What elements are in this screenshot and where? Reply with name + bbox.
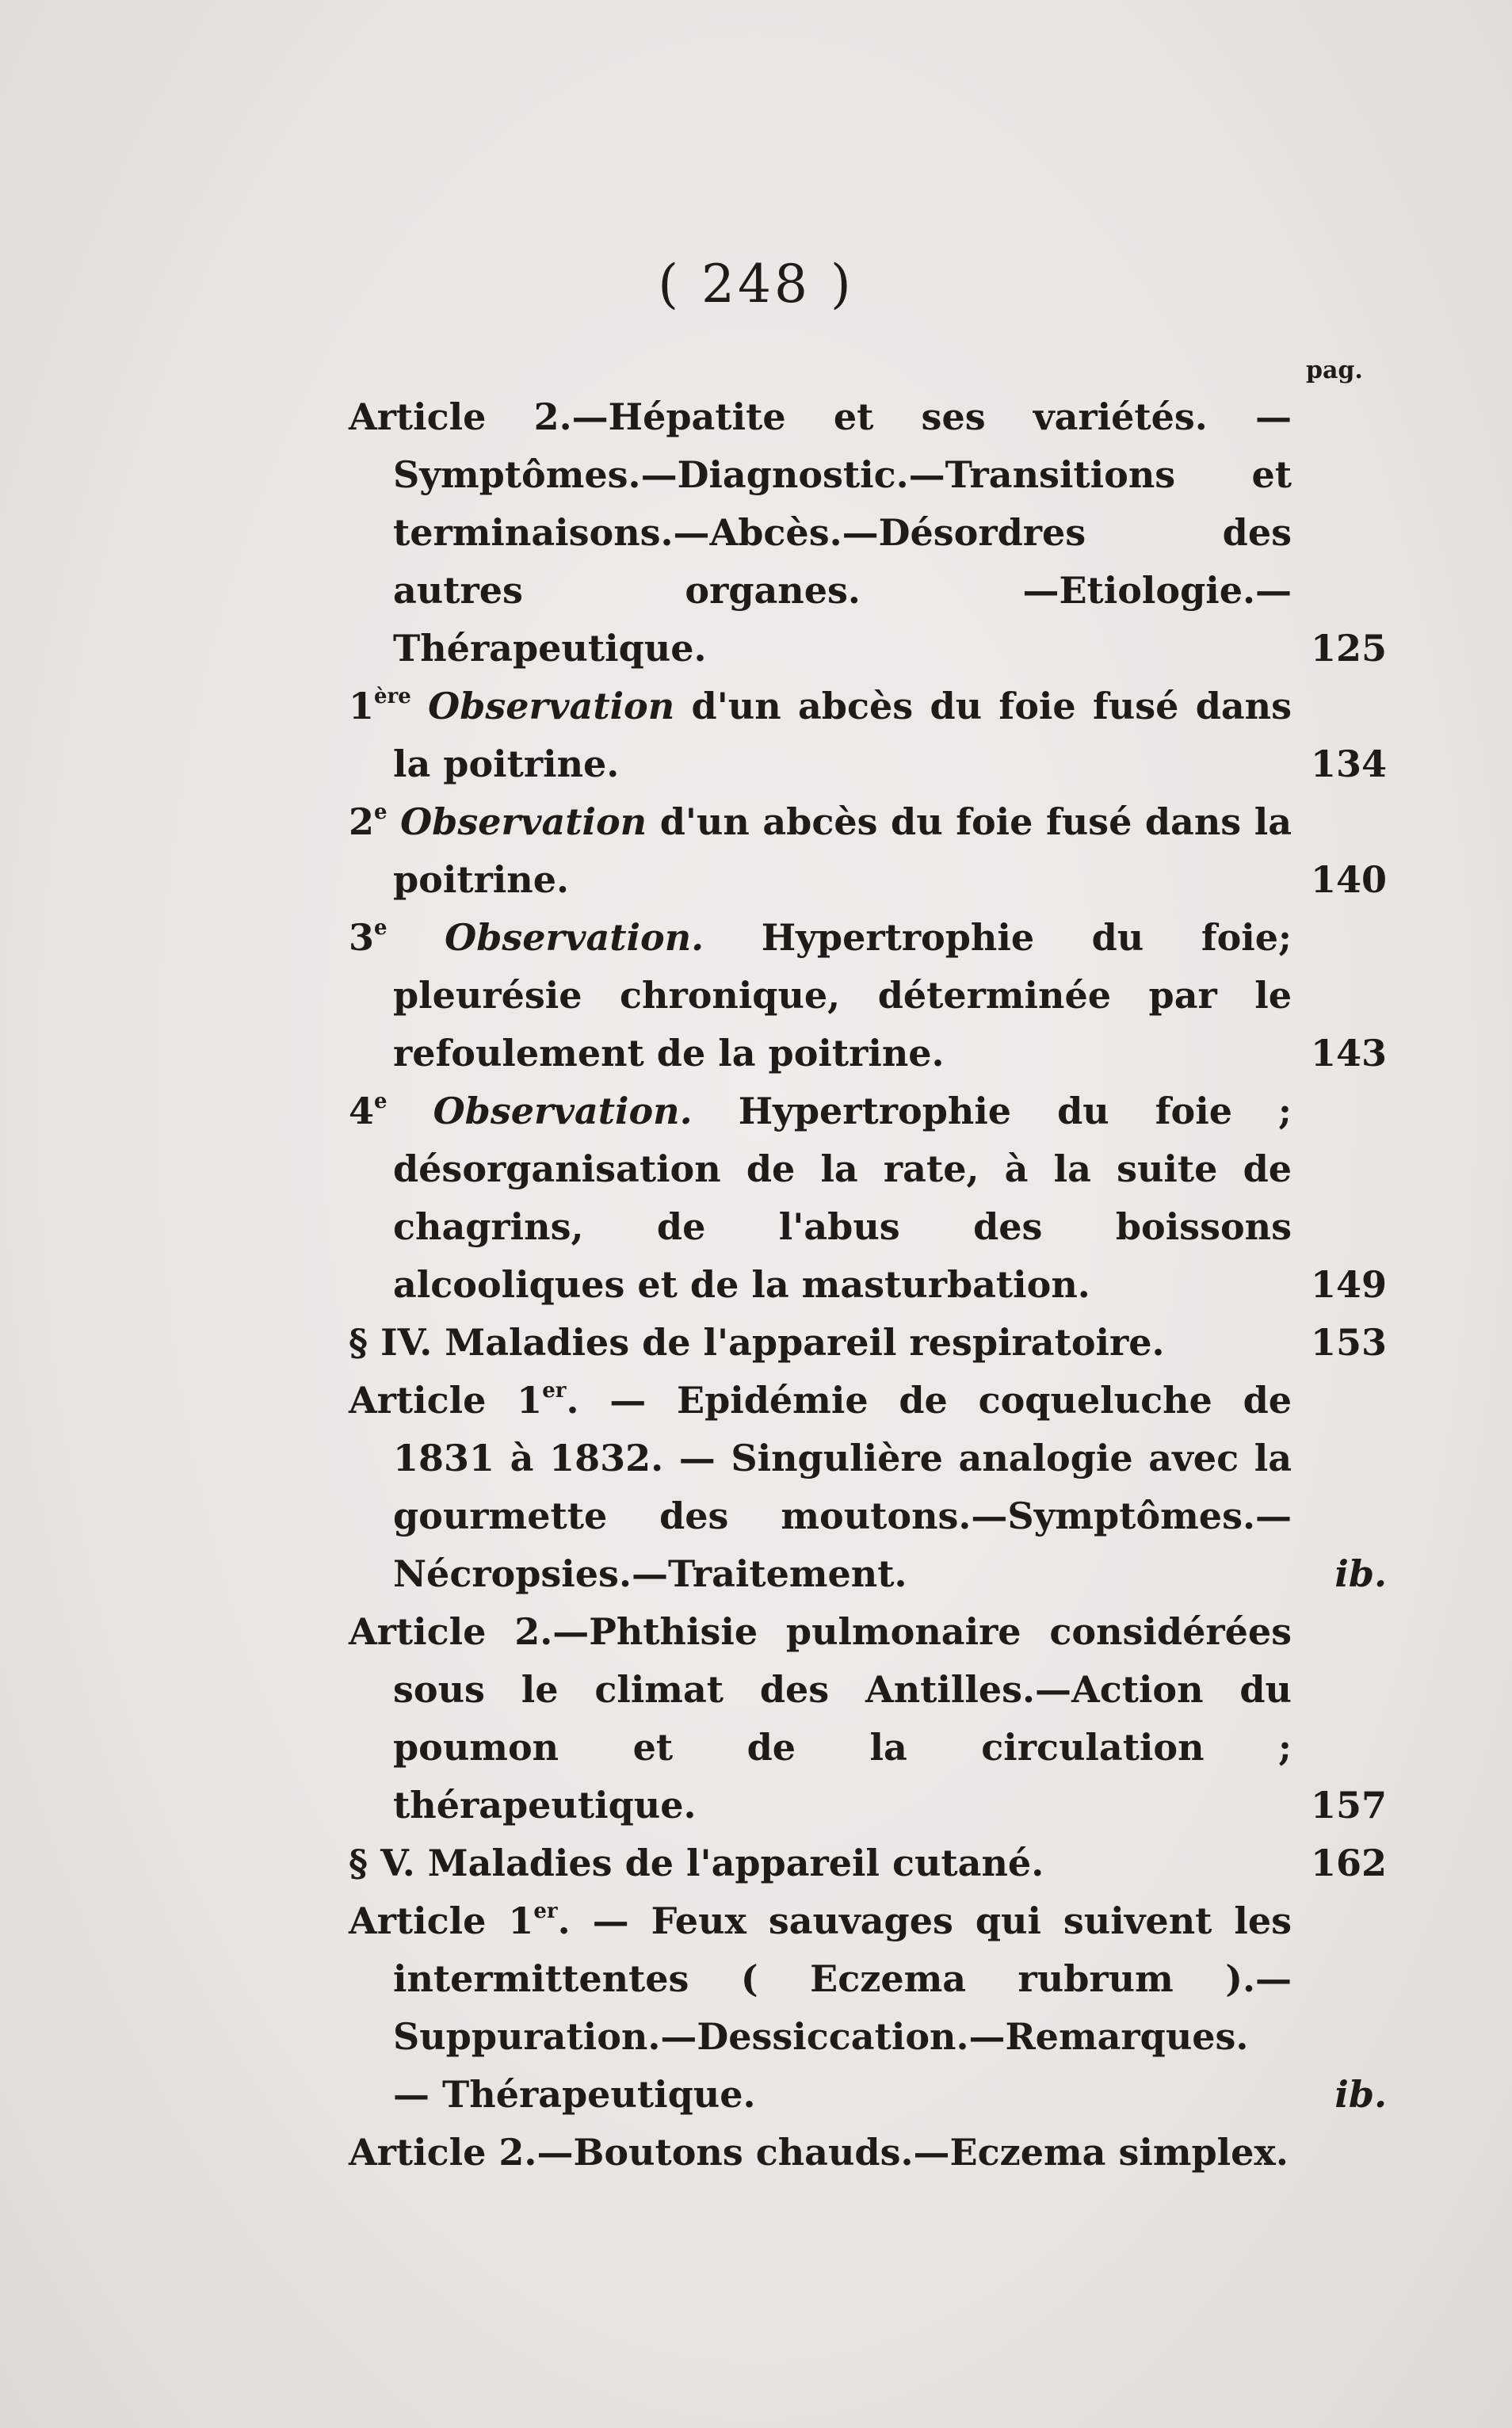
toc-entry (349, 1082, 1387, 1314)
entry-text: d'un abcès du foie fusé dans la poitrine. (393, 800, 1292, 901)
entry-page-number: 153 (1310, 1321, 1387, 1364)
entry-prefix: 1 (349, 685, 375, 727)
entry-page-number: ib. (1334, 2073, 1387, 2116)
entry-text: —Boutons chauds.—Eczema simplex. (536, 2131, 1289, 2174)
entry-prefix: Article 1 (349, 1379, 543, 1422)
entry-text: —Phthisie pulmonaire considérées sous le climat des Antilles.—Action du poumon et de la circulation ; thérapeutique. (393, 1610, 1292, 1827)
entry-text: Hypertrophie du foie; pleurésie chronique, déterminée par le refoulement de la poitrine. (393, 916, 1292, 1075)
entry-superscript: er (533, 1899, 558, 1923)
entry-page-number: 125 (1310, 627, 1387, 670)
toc-entry (349, 1834, 1387, 1892)
entry-prefix: Article 2. (349, 2131, 537, 2174)
entry-italic: Observation (428, 685, 675, 727)
toc-entry (349, 388, 1387, 678)
table-of-contents (349, 388, 1387, 2182)
entry-text: . — Epidémie de coqueluche de 1831 à 1832. — Singulière analogie avec la gourmette des moutons.—Symptômes.—Nécropsies.—Traitement. (393, 1379, 1292, 1595)
entry-prefix: Article 2. (349, 1610, 553, 1653)
entry-page-number: 162 (1310, 1842, 1387, 1884)
entry-prefix: 4 (349, 1090, 375, 1132)
entry-italic: Observation. (433, 1090, 693, 1132)
entry-italic: Observation. (445, 916, 704, 959)
page-number: ( 248 ) (658, 254, 854, 315)
entry-superscript: e (374, 916, 388, 940)
toc-entry (349, 793, 1387, 909)
entry-page-number: 149 (1310, 1263, 1387, 1306)
entry-superscript: e (374, 1090, 388, 1113)
entry-text: Maladies de l'appareil respiratoire. (445, 1321, 1165, 1364)
entry-prefix: § IV. (349, 1321, 433, 1364)
pag-label: pag. (1306, 357, 1363, 384)
toc-entry (349, 1372, 1387, 1603)
toc-entry (349, 909, 1387, 1082)
entry-italic: Observation (400, 800, 647, 843)
entry-page-number: ib. (1334, 1552, 1387, 1595)
entry-page-number: 134 (1310, 743, 1387, 785)
entry-prefix: 3 (349, 916, 375, 959)
entry-superscript: er (542, 1379, 567, 1403)
entry-superscript: e (374, 800, 388, 824)
toc-entry (349, 1603, 1387, 1834)
toc-entry (349, 1314, 1387, 1372)
toc-entry (349, 1892, 1387, 2124)
entry-text: —Hépatite et ses variétés. — Symptômes.—Diagnostic.—Transitions et terminaisons.—Abcès.—Désordres des autres organes. —Etiologie.—Thérapeutique. (393, 395, 1292, 670)
entry-text: d'un abcès du foie fusé dans la poitrine. (393, 685, 1292, 785)
entry-page-number: 157 (1310, 1784, 1387, 1827)
entry-text: . — Feux sauvages qui suivent les intermittentes ( Eczema rubrum ).— Suppuration.—Dessiccation.—Remarques. — Thérapeutique. (393, 1899, 1292, 2116)
entry-prefix: § V. (349, 1842, 415, 1884)
entry-prefix: Article 2. (349, 395, 572, 438)
toc-entry (349, 678, 1387, 793)
entry-page-number: 143 (1310, 1032, 1387, 1075)
entry-prefix: Article 1 (349, 1899, 534, 1942)
entry-text: Hypertrophie du foie ; désorganisation de la rate, à la suite de chagrins, de l'abus des boissons alcooliques et de la masturbation. (393, 1090, 1292, 1306)
entry-text: Maladies de l'appareil cutané. (427, 1842, 1044, 1884)
toc-entry (349, 2124, 1387, 2182)
entry-prefix: 2 (349, 800, 375, 843)
entry-superscript: ère (374, 685, 411, 708)
entry-page-number: 140 (1310, 858, 1387, 901)
